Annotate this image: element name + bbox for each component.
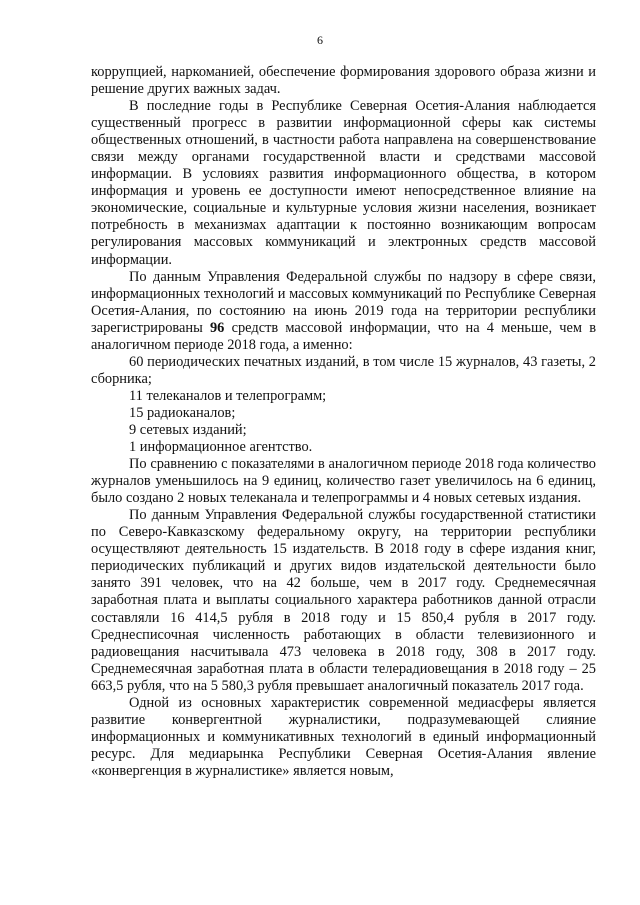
text-segment: средств массовой информации, что на 4 меньше, чем в аналогичном периоде 2018 года, а именно: bbox=[91, 319, 597, 353]
text-segment: По данным Управления Федеральной службы по надзору в сфере связи, информационных технологий и массовых коммуникаций по Республике Северная Осетия-Алания, по состоянию на июнь 2019 года на территории республики зарегистрированы bbox=[91, 268, 596, 336]
list-item-news-agency: 1 информационное агентство. bbox=[129, 439, 313, 456]
paragraph-statistics: По данным Управления Федеральной службы государственной статистики по Северо-Кавказскому федеральному округу, на территории республики осуществляют деятельность 15 издательств. В 2018 году в сфере издания книг, периодических публикаций и других видов издательской деятельности было занято 391 человек, что на 42 больше, чем в 2017 году. Среднемесячная заработная плата и выплаты социального характера работников данной отрасли составляли 16 414,5 рубля в 2018 году и 15 850,4 рубля в 2017 году. Среднесписочная численность работающих в области телевизионного и радиовещания насчитывала 473 человека в 2018 году, 308 в 2017 году. Среднемесячная заработная плата в области телерадиовещания в 2018 году – 25 663,5 рубля, что на 5 580,3 рубля превышает аналогичный показатель 2017 года. bbox=[91, 507, 596, 694]
list-item-online-media: 9 сетевых изданий; bbox=[129, 421, 247, 438]
list-item-radio-channels: 15 радиоканалов; bbox=[129, 404, 236, 421]
page-number: 6 bbox=[317, 33, 323, 47]
list-item-print-media: 60 периодических печатных изданий, в том числе 15 журналов, 43 газеты, 2 сборника; bbox=[91, 353, 596, 387]
bold-number: 96 bbox=[209, 319, 225, 336]
paragraph-continuation: коррупцией, наркоманией, обеспечение формирования здорового образа жизни и решение других важных задач. bbox=[91, 64, 596, 98]
paragraph-media-registration bbox=[91, 269, 596, 354]
paragraph-comparison: По сравнению с показателями в аналогичном периоде 2018 года количество журналов уменьшилось на 9 единиц, количество газет увеличилось на 6 единиц, было создано 2 новых телеканала и телепрограммы и 4 новых сетевых издания. bbox=[91, 456, 596, 507]
list-item-tv-channels: 11 телеканалов и телепрограмм; bbox=[129, 387, 327, 404]
paragraph-convergence: Одной из основных характеристик современной медиасферы является развитие конвергентной журналистики, подразумевающей слияние информационных и коммуникативных технологий в единый информационный ресурс. Для медиарынка Республики Северная Осетия-Алания явление «конвергенция в журналистике» является новым, bbox=[91, 694, 596, 779]
document-body bbox=[91, 64, 596, 780]
paragraph-information-sphere: В последние годы в Республике Северная Осетия-Алания наблюдается существенный прогресс в развитии информационной сферы как системы общественных отношений, в частности работа направлена на совершенствование связи между органами государственной власти и средствами массовой информации. В условиях развития информационного общества, в котором информация и уровень ее доступности имеют непосредственное влияние на экономические, социальные и культурные условия жизни населения, возникает потребность в механизмах адаптации к постоянно возникающим вопросам регулирования массовых коммуникаций и электронных средств массовой информации. bbox=[91, 98, 596, 268]
